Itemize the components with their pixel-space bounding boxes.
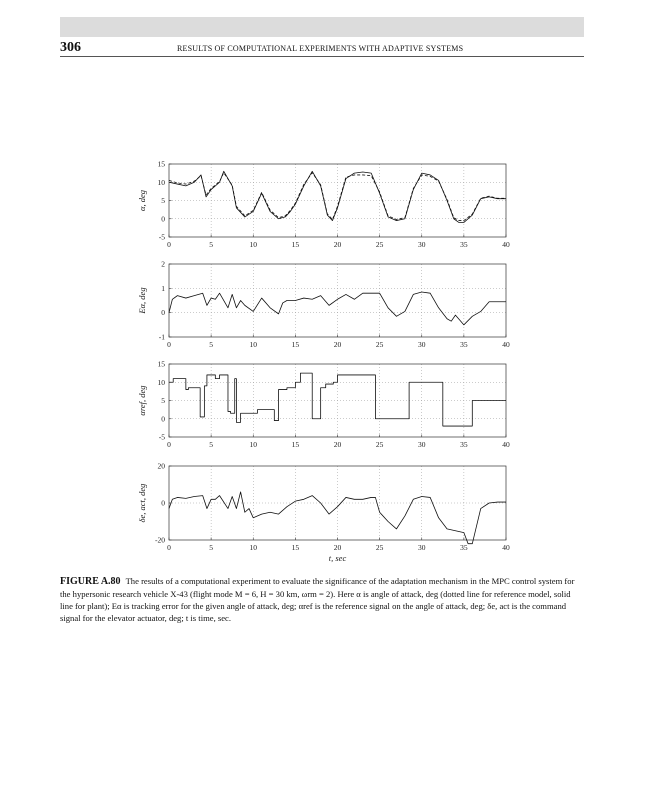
y-tick-label: 1: [161, 283, 165, 293]
x-axis-label: t, sec: [328, 553, 347, 563]
page-number: 306: [60, 40, 81, 55]
y-tick-label: 10: [157, 177, 165, 187]
x-tick-label: 10: [249, 340, 257, 349]
x-tick-label: 20: [333, 543, 342, 552]
y-tick-label: 0: [161, 214, 165, 224]
y-tick-label: 15: [157, 359, 165, 369]
x-tick-label: 0: [167, 240, 171, 249]
x-tick-label: 0: [167, 440, 171, 449]
x-tick-label: 5: [209, 440, 213, 449]
x-tick-label: 35: [460, 240, 468, 249]
x-tick-label: 40: [502, 240, 510, 249]
x-tick-label: 35: [460, 340, 468, 349]
y-axis-label: δe, act, deg: [137, 483, 147, 523]
chart-panel-4: [169, 466, 506, 544]
y-tick-label: 5: [161, 396, 165, 405]
chart-panel-3: [169, 364, 506, 437]
x-tick-label: 20: [333, 240, 342, 249]
chart-panel-2: [169, 264, 506, 337]
y-tick-label: 2: [161, 259, 165, 269]
x-tick-label: 20: [333, 340, 342, 349]
x-tick-label: 40: [502, 440, 510, 449]
x-tick-label: 15: [291, 340, 300, 349]
y-tick-label: 0: [161, 498, 165, 508]
y-axis-label: Eα, deg: [137, 287, 147, 314]
y-axis-label: α, deg: [137, 190, 147, 211]
x-tick-label: 25: [375, 240, 384, 249]
x-tick-label: 5: [209, 240, 213, 249]
figure-label: FIGURE A.80: [60, 576, 121, 587]
y-tick-label: 15: [157, 159, 165, 169]
x-tick-label: 35: [460, 440, 468, 449]
x-tick-label: 30: [418, 440, 426, 449]
y-tick-label: 5: [161, 196, 165, 205]
x-tick-label: 10: [249, 240, 257, 249]
y-tick-label: 0: [161, 414, 165, 424]
x-tick-label: 30: [418, 543, 426, 552]
x-tick-label: 0: [167, 340, 171, 349]
chart-panel-1: [169, 164, 506, 237]
y-tick-label: -1: [158, 332, 165, 342]
x-tick-label: 30: [418, 240, 426, 249]
x-tick-label: 10: [249, 440, 257, 449]
y-tick-label: 0: [161, 308, 165, 318]
y-axis-label: αref, deg: [137, 385, 147, 416]
figure-caption-text: The results of a computational experiment to evaluate the significance of the adaptation mechanism in the MPC control system for the hypersonic research vehicle X-43 (flight mode M = 6, H = 30 km, ωrm = 2). Here α is angle of attack, deg (dotted line for reference model, solid line for plant); Eα is tracking error for the given angle of attack, deg; αref is the reference signal on the angle of attack, deg; δe, act is the command signal for the elevator actuator, deg; t is time, sec.: [60, 576, 575, 623]
y-tick-label: 20: [157, 461, 165, 471]
x-tick-label: 5: [209, 543, 213, 552]
y-tick-label: -20: [155, 535, 165, 545]
x-tick-label: 40: [502, 340, 510, 349]
y-tick-label: -5: [158, 432, 165, 442]
x-tick-label: 0: [167, 543, 171, 552]
x-tick-label: 25: [375, 543, 384, 552]
x-tick-label: 10: [249, 543, 257, 552]
x-tick-label: 15: [291, 240, 300, 249]
y-tick-label: -5: [158, 232, 165, 242]
x-tick-label: 35: [460, 543, 468, 552]
x-tick-label: 40: [502, 543, 510, 552]
x-tick-label: 20: [333, 440, 342, 449]
figure-caption: [60, 575, 584, 624]
y-tick-label: 10: [157, 377, 165, 387]
running-head: RESULTS OF COMPUTATIONAL EXPERIMENTS WITH ADAPTIVE SYSTEMS: [177, 44, 464, 53]
series-line-1-1: [169, 171, 506, 222]
x-tick-label: 15: [291, 543, 300, 552]
x-tick-label: 15: [291, 440, 300, 449]
x-tick-label: 30: [418, 340, 426, 349]
x-tick-label: 5: [209, 340, 213, 349]
x-tick-label: 25: [375, 340, 384, 349]
x-tick-label: 25: [375, 440, 384, 449]
series-line-2-1: [169, 292, 506, 325]
